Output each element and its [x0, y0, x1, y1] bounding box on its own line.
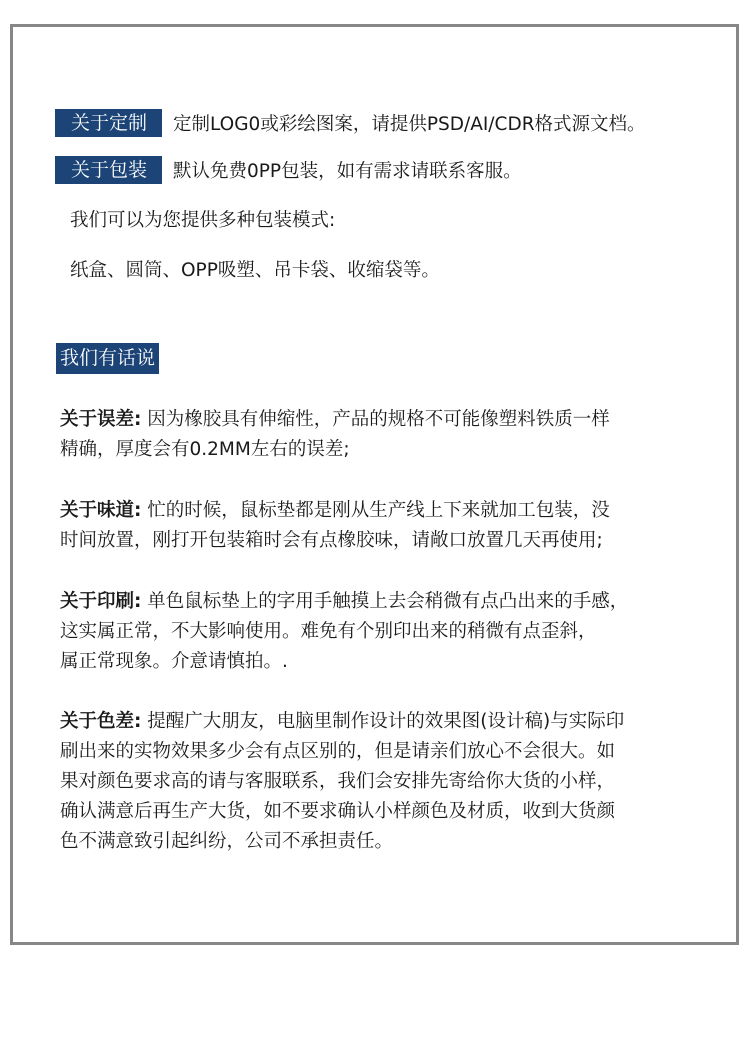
paragraph-line: 确认满意后再生产大货，如不要求确认小样颜色及材质，收到大货颜 — [60, 801, 616, 822]
notice-heading: 我们有话说 — [56, 343, 159, 374]
notice-paragraph-smell — [60, 496, 680, 556]
paragraph-text: 提醒广大朋友，电脑里制作设计的效果图(设计稿)与实际印 — [141, 711, 625, 732]
paragraph-lead: 关于色差: — [60, 711, 142, 732]
notice-paragraph-color — [60, 707, 680, 857]
paragraph-line — [60, 707, 680, 737]
custom-text: 定制LOG0或彩绘图案，请提供PSD/AI/CDR格式源文档。 — [173, 114, 646, 135]
paragraph-line: 这实属正常，不大影响使用。难免有个别印出来的稍微有点歪斜， — [60, 621, 597, 642]
paragraph-line: 时间放置，刚打开包装箱时会有点橡胶味，请敞口放置几天再使用; — [60, 530, 603, 551]
paragraph-text: 因为橡胶具有伸缩性，产品的规格不可能像塑料铁质一样 — [141, 409, 610, 430]
paragraph-lead: 关于味道: — [60, 500, 142, 521]
packaging-tag: 关于包装 — [55, 156, 162, 184]
paragraph-line: 精确，厚度会有0.2MM左右的误差; — [60, 439, 350, 460]
notice-paragraph-printing — [60, 587, 680, 677]
paragraph-line: 色不满意致引起纠纷，公司不承担责任。 — [60, 831, 394, 852]
paragraph-lead: 关于印刷: — [60, 591, 142, 612]
packaging-row — [55, 156, 522, 184]
custom-row — [55, 109, 646, 137]
paragraph-text: 忙的时候，鼠标垫都是刚从生产线上下来就加工包装，没 — [141, 500, 610, 521]
paragraph-line — [60, 496, 680, 526]
paragraph-line: 属正常现象。介意请慎拍。. — [60, 651, 288, 672]
paragraph-line — [60, 587, 680, 617]
packaging-text: 默认免费0PP包装，如有需求请联系客服。 — [173, 161, 522, 182]
custom-tag: 关于定制 — [55, 109, 162, 137]
paragraph-line: 果对颜色要求高的请与客服联系，我们会安排先寄给你大货的小样， — [60, 771, 616, 792]
notice-paragraph-error — [60, 405, 680, 465]
packaging-options-intro: 我们可以为您提供多种包装模式: — [70, 210, 336, 231]
paragraph-line: 刷出来的实物效果多少会有点区别的，但是请亲们放心不会很大。如 — [60, 741, 616, 762]
paragraph-text: 单色鼠标垫上的字用手触摸上去会稍微有点凸出来的手感， — [141, 591, 629, 612]
paragraph-line — [60, 405, 680, 435]
packaging-options-list: 纸盒、圆筒、OPP吸塑、吊卡袋、收缩袋等。 — [70, 260, 440, 281]
paragraph-lead: 关于误差: — [60, 409, 142, 430]
